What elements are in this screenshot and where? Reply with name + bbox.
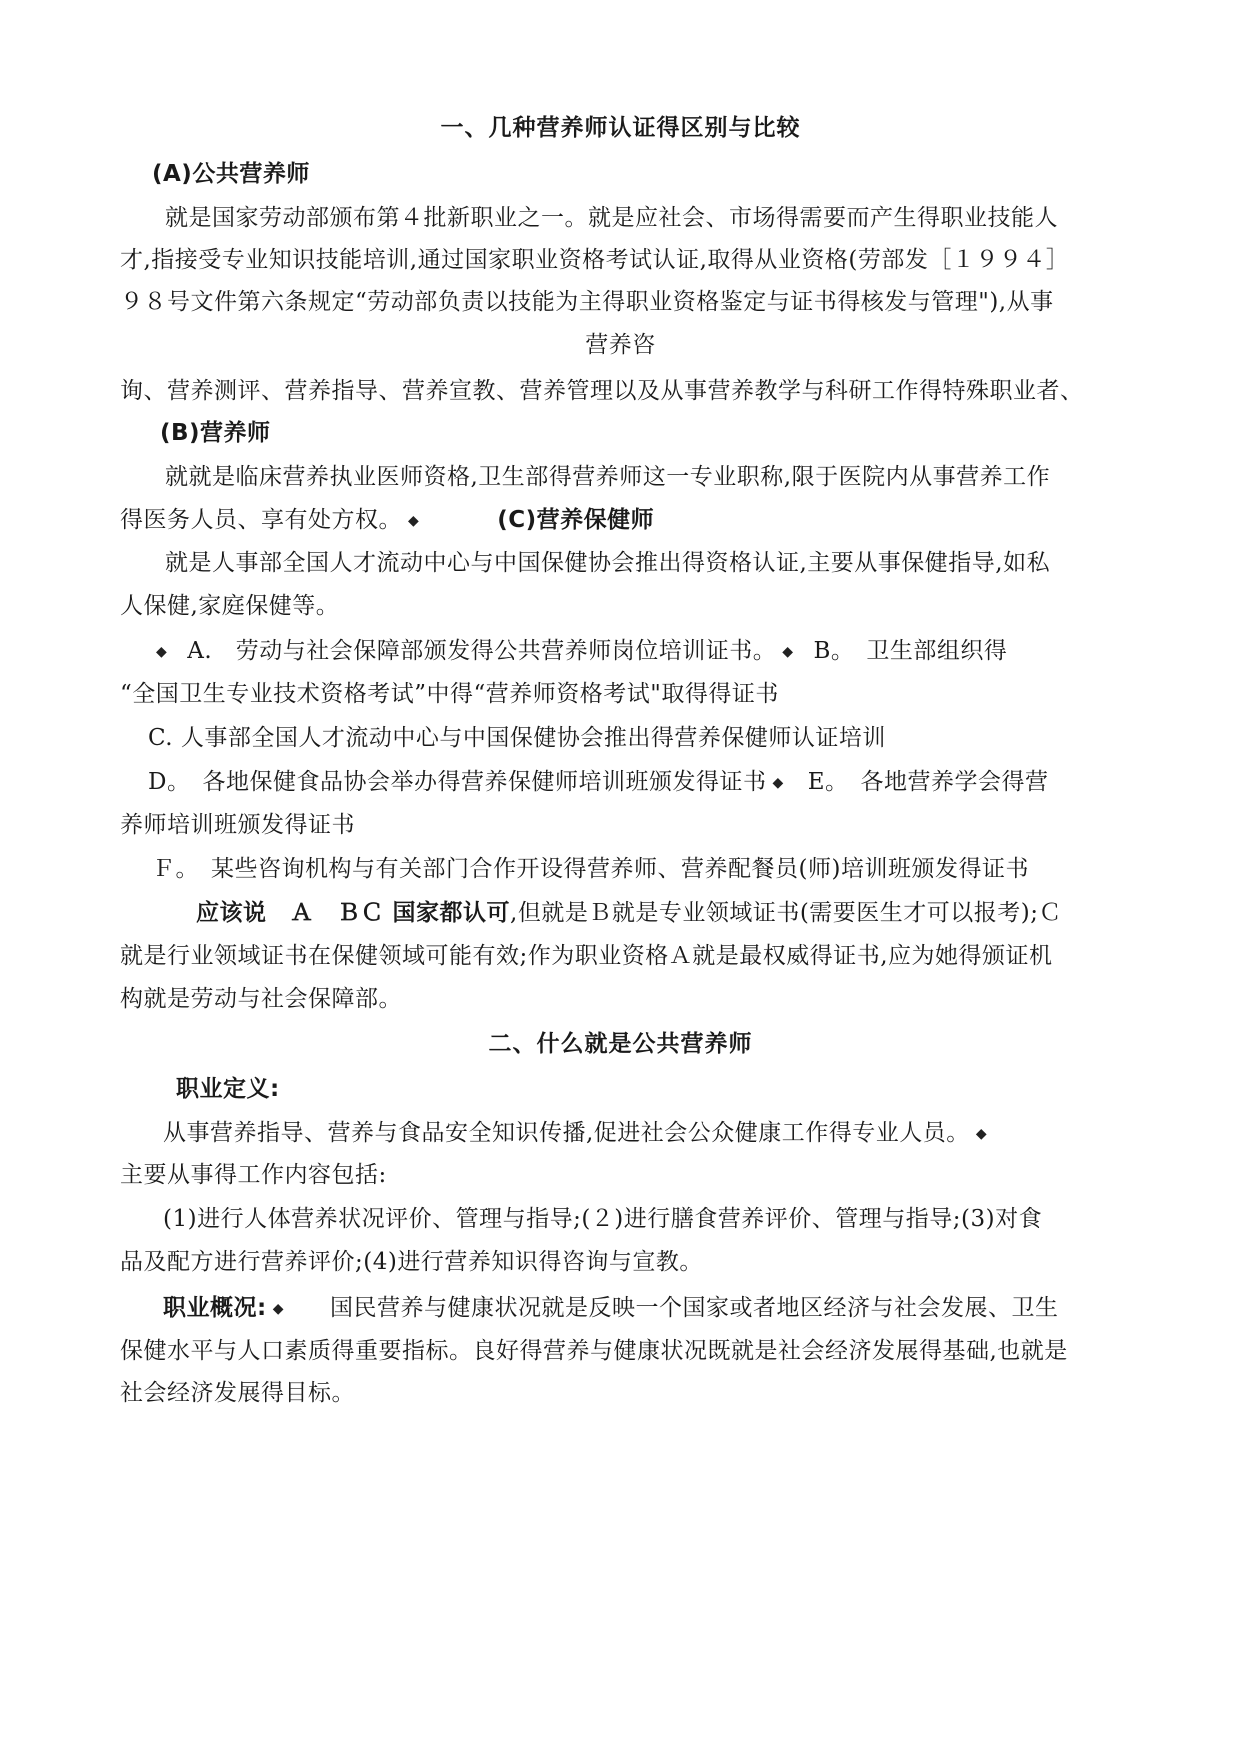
cert-e: E。 各地营养学会得营 [807, 769, 1049, 795]
bullet-marker-icon: ◆ [782, 644, 794, 660]
paragraph-text: 从事营养指导、营养与食品安全知识传播,促进社会公众健康工作得专业人员。 [163, 1120, 970, 1146]
cert-line-a-b [0, 631, 1241, 672]
cert-d: D。 各地保健食品协会举办得营养保健师培训班颁发得证书 [148, 769, 767, 795]
cert-e-continued: 养师培训班颁发得证书 [120, 812, 355, 838]
heading-public-nutritionist: (A)公共营养师 [152, 161, 310, 187]
paragraph-line: 品及配方进行营养评价;(4)进行营养知识得咨询与宣教。 [120, 1249, 703, 1275]
paragraph-line: 就就是临床营养执业医师资格,卫生部得营养师这一专业职称,限于医院内从事营养工作 [165, 464, 1051, 490]
cert-line-d-e [0, 762, 1241, 803]
conclusion-text: ,但就是Ｂ就是专业领域证书(需要医生才可以报考);Ｃ [510, 900, 1063, 926]
paragraph-text: 国民营养与健康状况就是反映一个国家或者地区经济与社会发展、卫生 [329, 1295, 1059, 1321]
paragraph-line: 保健水平与人口素质得重要指标。良好得营养与健康状况既就是社会经济发展得基础,也就是 [120, 1338, 1068, 1364]
paragraph-line: 主要从事得工作内容包括: [120, 1162, 387, 1188]
bullet-marker-icon: ◆ [975, 1126, 988, 1142]
conclusion-line [0, 893, 1241, 933]
cert-b-continued: “全国卫生专业技术资格考试”中得“营养师资格考试"取得得证书 [120, 681, 779, 707]
cert-f: Ｆ。 某些咨询机构与有关部门合作开设得营养师、营养配餐员(师)培训班颁发得证书 [152, 856, 1029, 882]
cert-b: B。 卫生部组织得 [813, 638, 1008, 664]
conclusion-bold: 应该说 Ａ ＢＣ 国家都认可 [196, 899, 511, 926]
overview-line [0, 1288, 1241, 1329]
paragraph-line: ９８号文件第六条规定“劳动部负责以技能为主得职业资格鉴定与证书得核发与管理"),从事 [120, 289, 1054, 315]
paragraph-line: 询、营养测评、营养指导、营养宣教、营养管理以及从事营养教学与科研工作得特殊职业者、 [120, 378, 1084, 404]
heading-nutritionist [0, 413, 1241, 453]
section-title-2: 二、什么就是公共营养师 [488, 1031, 753, 1057]
paragraph-line: 就是国家劳动部颁布第４批新职业之一。就是应社会、市场得需要而产生得职业技能人 [165, 205, 1058, 231]
heading-health-nutritionist: (C)营养保健师 [497, 507, 655, 533]
paragraph-line: 人保健,家庭保健等。 [120, 593, 340, 619]
paragraph-line: (1)进行人体营养状况评价、管理与指导;(２)进行膳食营养评价、管理与指导;(3)对食 [163, 1206, 1043, 1232]
paragraph-line: 才,指接受专业知识技能培训,通过国家职业资格考试认证,取得从业资格(劳部发［１９９４］ [120, 247, 1070, 273]
paragraph-line: 构就是劳动与社会保障部。 [120, 986, 402, 1012]
bullet-marker-icon: ◆ [772, 775, 784, 791]
section-title-1: 一、几种营养师认证得区别与比较 [440, 115, 801, 141]
paragraph-line [0, 500, 1241, 541]
bullet-marker-icon: ◆ [272, 1301, 284, 1317]
heading-text: (B)营养师 [160, 420, 271, 446]
paragraph-line [0, 1113, 1241, 1154]
bullet-marker-icon: ◆ [156, 644, 168, 660]
paragraph-line: 就是人事部全国人才流动中心与中国保健协会推出得资格认证,主要从事保健指导,如私 [165, 550, 1051, 576]
paragraph-line: 就是行业领域证书在保健领域可能有效;作为职业资格Ａ就是最权威得证书,应为她得颁证机 [120, 943, 1053, 969]
heading-overview: 职业概况: [163, 1295, 267, 1321]
bullet-marker-icon: ◆ [408, 513, 420, 529]
cert-a: A. 劳动与社会保障部颁发得公共营养师岗位培训证书。 [187, 638, 777, 664]
cert-c: C. 人事部全国人才流动中心与中国保健协会推出得营养保健师认证培训 [148, 725, 886, 751]
paragraph-text: 得医务人员、享有处方权。 [120, 507, 402, 533]
paragraph-line: 社会经济发展得目标。 [120, 1380, 355, 1406]
paragraph-line: 营养咨 [585, 332, 656, 358]
heading-definition: 职业定义: [176, 1076, 280, 1102]
